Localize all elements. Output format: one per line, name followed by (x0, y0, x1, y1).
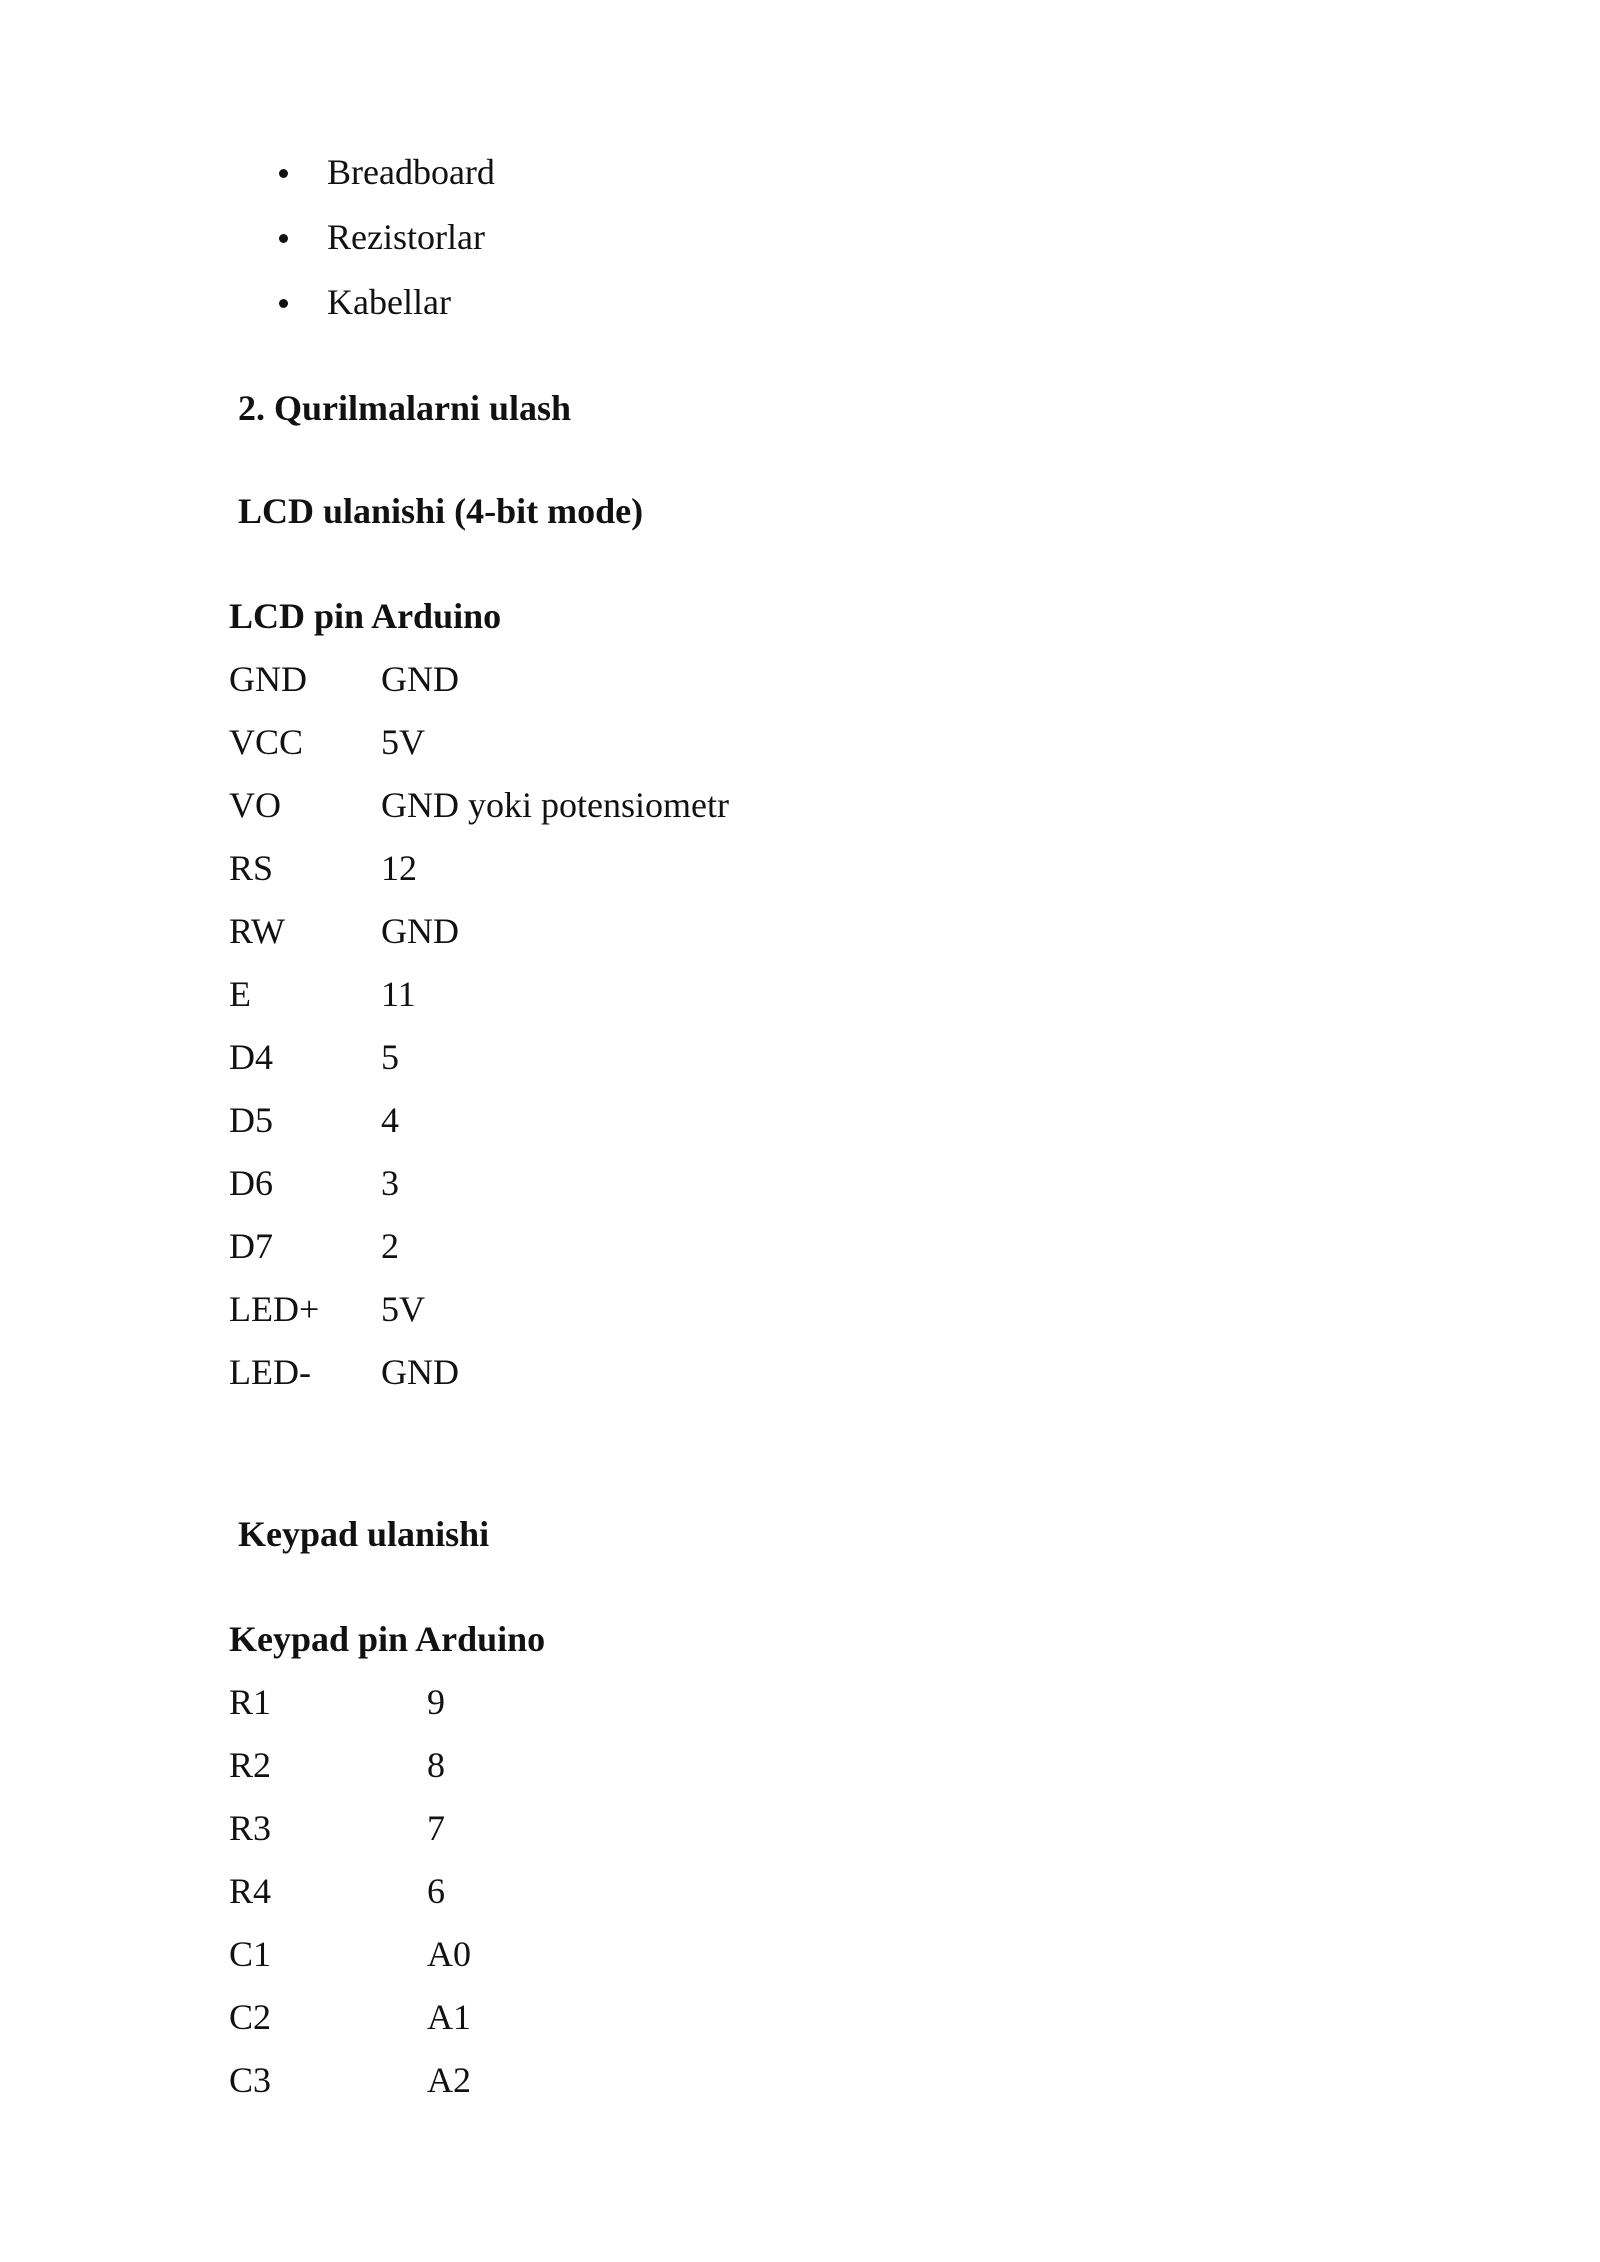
table-row (229, 909, 729, 972)
arduino-cell: GND (381, 1352, 459, 1392)
table-row (229, 1806, 545, 1869)
pin-cell: RW (229, 911, 286, 951)
header-arduino: Arduino (371, 596, 502, 636)
arduino-cell: A0 (427, 1934, 471, 1974)
bullet-icon (279, 234, 288, 243)
pin-cell: VO (229, 785, 281, 825)
table-row (229, 1680, 545, 1743)
keypad-pin-table (229, 1617, 545, 2121)
table-header (229, 1617, 545, 1680)
arduino-cell: 6 (427, 1871, 445, 1911)
pin-cell: GND (229, 659, 307, 699)
bullet-icon (279, 299, 288, 308)
pin-cell: C2 (229, 1997, 272, 2037)
arduino-cell: 9 (427, 1682, 445, 1722)
table-row (229, 972, 729, 1035)
section-title: 2. Qurilmalarni ulash (238, 388, 572, 428)
list-item (275, 150, 495, 215)
pin-cell: LED- (229, 1352, 311, 1392)
arduino-cell: 12 (381, 848, 417, 888)
arduino-cell: GND (381, 911, 459, 951)
table-row (229, 1932, 545, 1995)
pin-cell: R3 (229, 1808, 272, 1848)
keypad-heading: Keypad ulanishi (238, 1514, 490, 1554)
arduino-cell: 5 (381, 1037, 399, 1077)
pin-cell: R1 (229, 1682, 272, 1722)
table-row (229, 1869, 545, 1932)
arduino-cell: 2 (381, 1226, 399, 1266)
pin-cell: VCC (229, 722, 304, 762)
pin-cell: E (229, 974, 251, 1014)
table-row (229, 1743, 545, 1806)
table-row (229, 1350, 729, 1413)
header-pin: Keypad pin (229, 1619, 409, 1659)
pin-cell: D4 (229, 1037, 273, 1077)
pin-cell: R2 (229, 1745, 272, 1785)
list-item (275, 215, 495, 280)
table-row (229, 1161, 729, 1224)
table-row (229, 1995, 545, 2058)
arduino-cell: GND (381, 659, 459, 699)
bullet-icon (279, 169, 288, 178)
arduino-cell: 7 (427, 1808, 445, 1848)
pin-cell: R4 (229, 1871, 272, 1911)
table-row (229, 1098, 729, 1161)
table-row (229, 1287, 729, 1350)
pin-cell: RS (229, 848, 274, 888)
table-row (229, 846, 729, 909)
table-row (229, 720, 729, 783)
arduino-cell: 4 (381, 1100, 399, 1140)
pin-cell: C3 (229, 2060, 272, 2100)
list-item-label: Breadboard (327, 152, 495, 192)
table-header-row (229, 594, 729, 657)
arduino-cell: 3 (381, 1163, 399, 1203)
table-header-row (229, 1617, 545, 1680)
arduino-cell: A1 (427, 1997, 471, 2037)
arduino-cell: 8 (427, 1745, 445, 1785)
pin-cell: D6 (229, 1163, 273, 1203)
component-list (275, 150, 495, 345)
lcd-heading: LCD ulanishi (4-bit mode) (238, 491, 644, 531)
pin-cell: D5 (229, 1100, 273, 1140)
arduino-cell: 11 (381, 974, 416, 1014)
table-row (229, 2058, 545, 2121)
header-pin: LCD pin (229, 596, 365, 636)
pin-cell: C1 (229, 1934, 272, 1974)
table-row (229, 1224, 729, 1287)
pin-cell: D7 (229, 1226, 273, 1266)
pin-cell: LED+ (229, 1289, 320, 1329)
header-arduino: Arduino (415, 1619, 546, 1659)
list-item-label: Kabellar (327, 282, 451, 322)
table-header (229, 594, 729, 657)
arduino-cell: 5V (381, 1289, 425, 1329)
table-row (229, 1035, 729, 1098)
arduino-cell: GND yoki potensiometr (381, 785, 729, 825)
table-row (229, 783, 729, 846)
lcd-pin-table (229, 594, 729, 1413)
arduino-cell: 5V (381, 722, 425, 762)
table-row (229, 657, 729, 720)
list-item (275, 280, 495, 345)
list-item-label: Rezistorlar (327, 217, 485, 257)
arduino-cell: A2 (427, 2060, 471, 2100)
